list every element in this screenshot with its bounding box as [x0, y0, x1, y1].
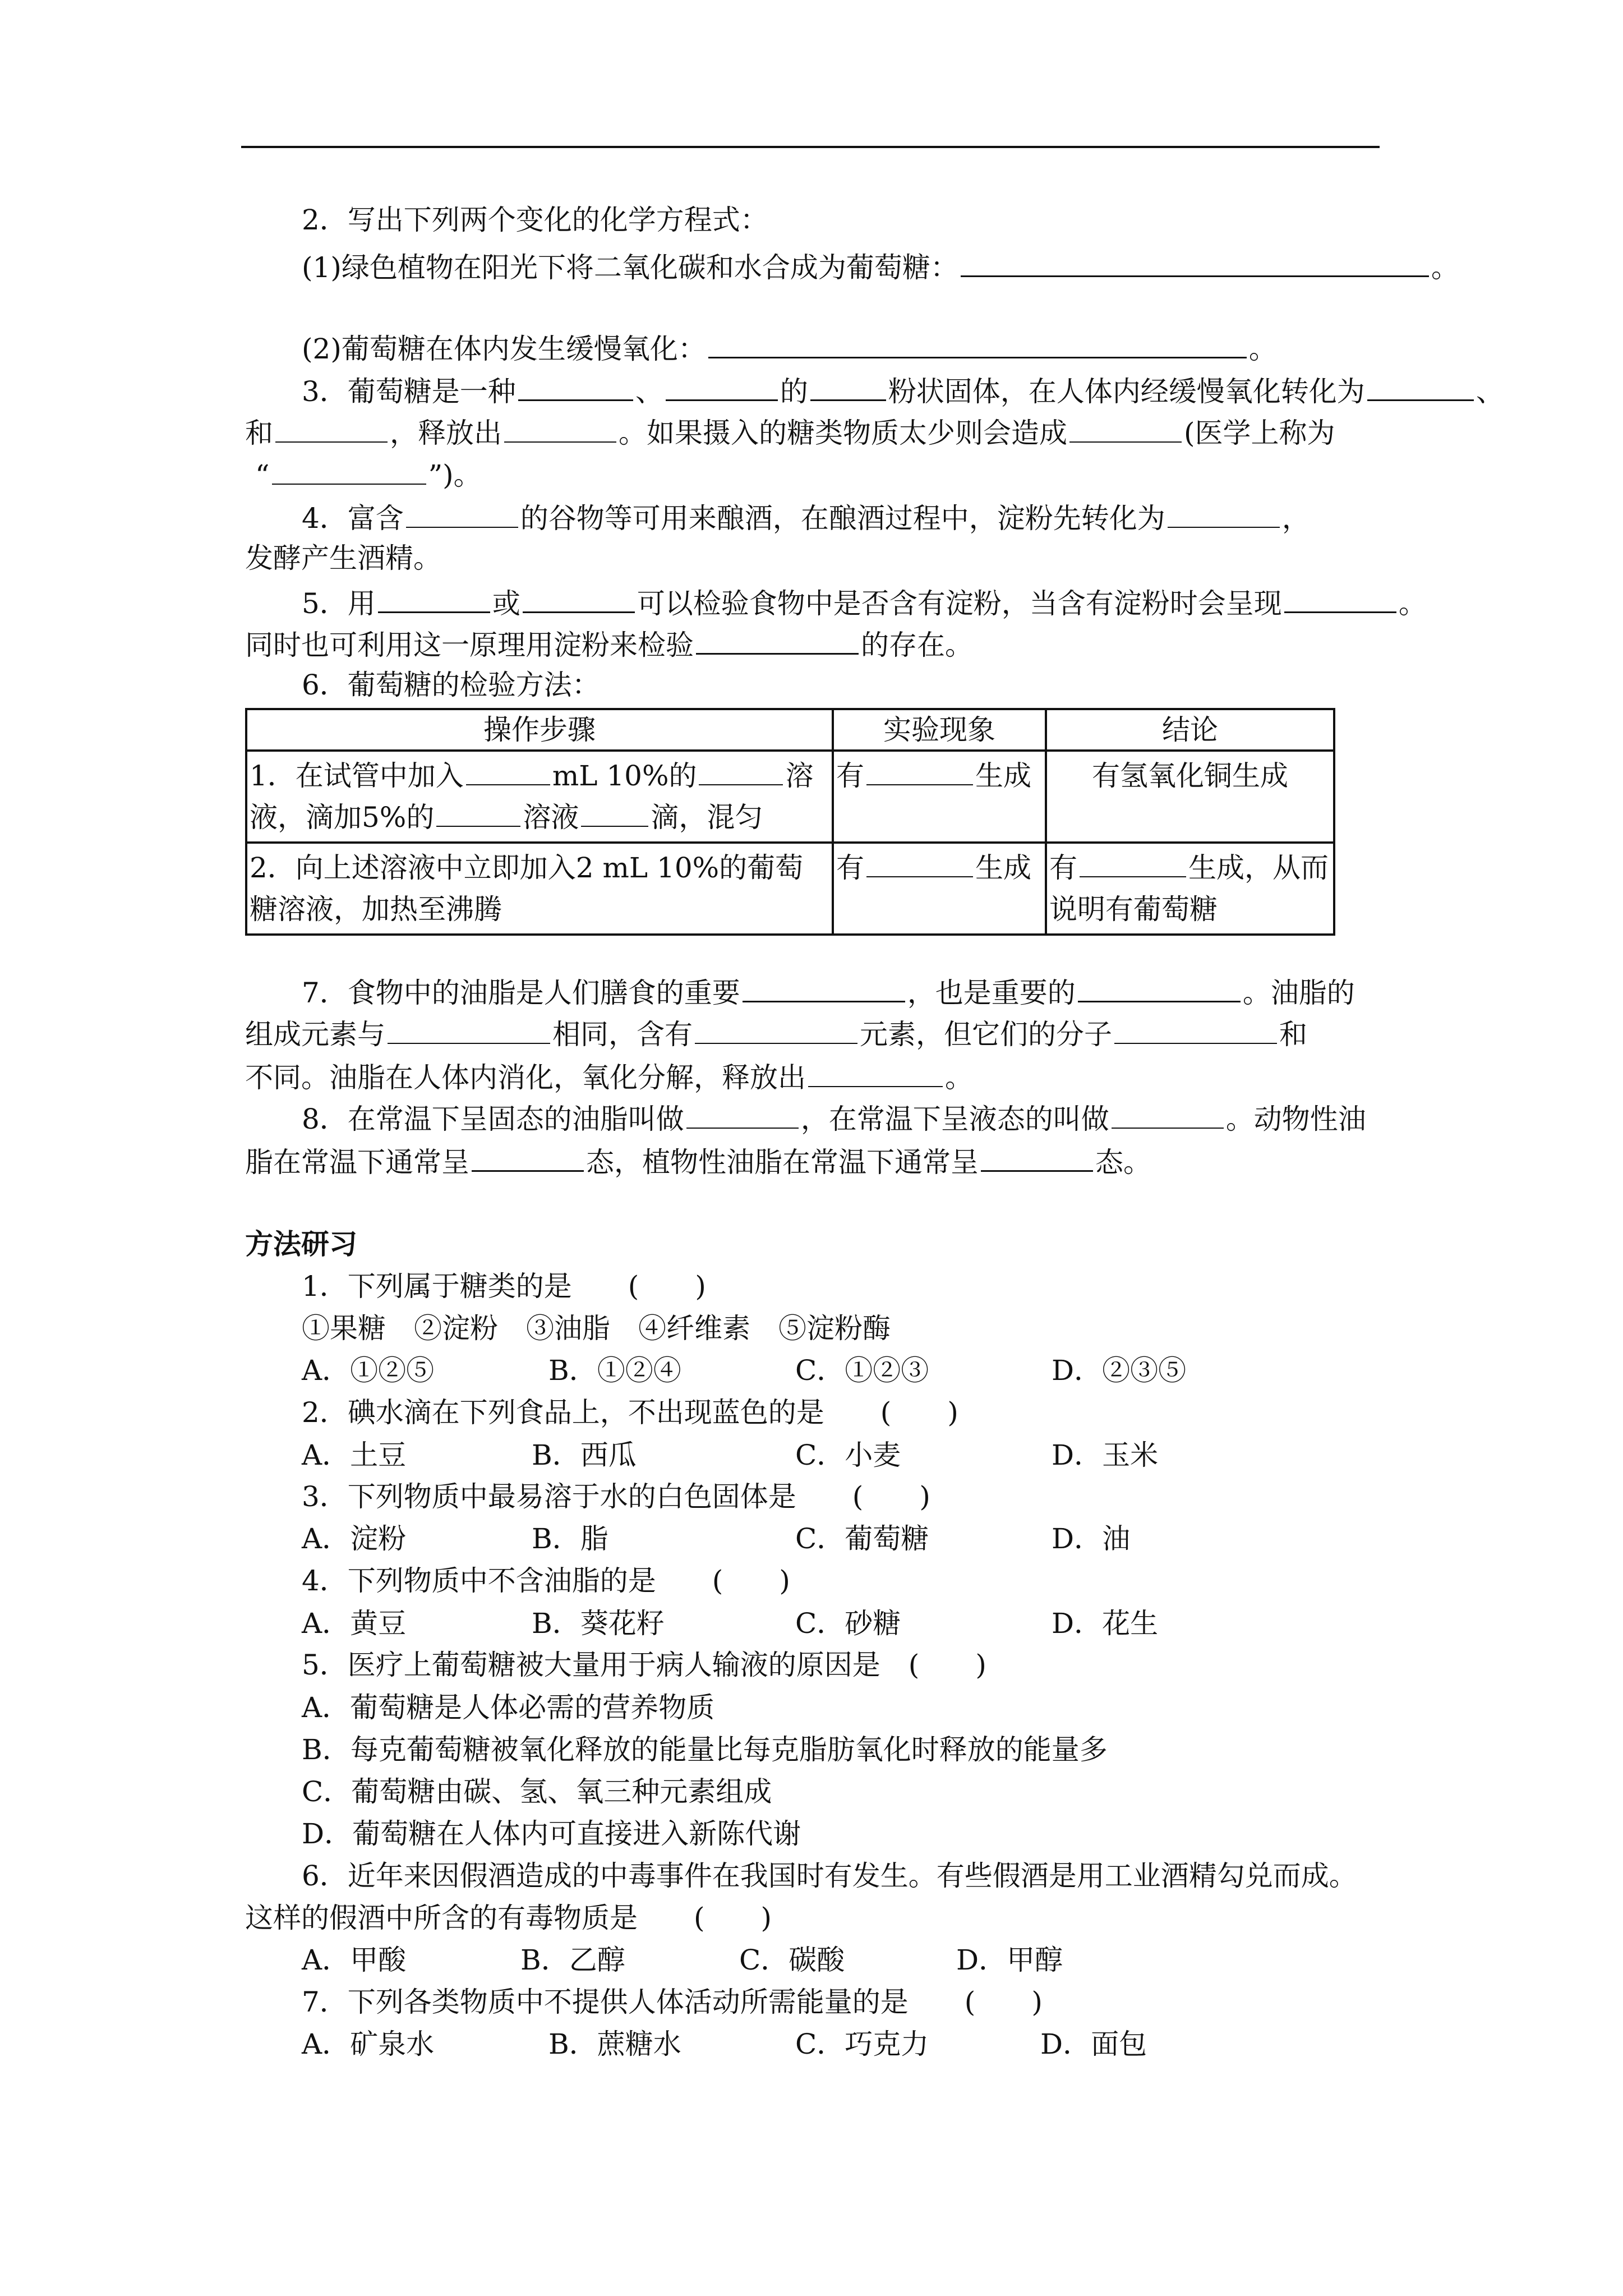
q7-line3: 不同。油脂在人体内消化，氧化分解，释放出 。: [245, 1061, 973, 1094]
q2-sub1: (1)绿色植物在阳光下将二氧化碳和水合成为葡萄糖： 。: [302, 251, 1459, 284]
q3-line2: 和 ，释放出 。如果摄入的糖类物质太少则会造成 (医学上称为: [245, 417, 1335, 449]
m1-option-b[interactable]: B．①②④: [548, 1354, 681, 1387]
answer-blank[interactable]: [275, 417, 388, 443]
q3-line1: 3．葡萄糖是一种 、 的 粉状固体，在人体内经缓慢氧化转化为 、: [302, 375, 1504, 408]
m1-items: ①果糖 ②淀粉 ③油脂 ④纤维素 ⑤淀粉酶: [302, 1312, 891, 1345]
section-heading: 方法研习: [245, 1228, 357, 1260]
m7-option-c[interactable]: C．巧克力: [795, 2028, 929, 2060]
glucose-test-table: [245, 708, 1335, 936]
m4-option-d[interactable]: D．花生: [1052, 1607, 1159, 1640]
answer-blank[interactable]: [388, 1018, 550, 1044]
answer-blank[interactable]: [1112, 1103, 1224, 1129]
m6-option-a[interactable]: A．甲酸: [302, 1944, 407, 1976]
answer-blank[interactable]: [436, 801, 520, 827]
row2-phenomenon: 有 生成: [833, 843, 1046, 935]
answer-blank[interactable]: [1078, 976, 1241, 1002]
answer-blank[interactable]: [699, 760, 783, 785]
answer-blank[interactable]: [523, 587, 635, 613]
m6-option-c[interactable]: C．碳酸: [739, 1944, 845, 1976]
m6-stem-line2: 这样的假酒中所含的有毒物质是 ( ): [245, 1902, 772, 1934]
answer-blank[interactable]: [686, 1103, 799, 1129]
q7-line2: 组成元素与 相同，含有 元素，但它们的分子 和: [245, 1018, 1307, 1051]
answer-blank[interactable]: [581, 801, 648, 827]
row2-step: 2．向上述溶液中立即加入2 mL 10%的葡萄糖溶液，加热至沸腾: [246, 843, 833, 935]
row2-conclusion: 有 生成，从而说明有葡萄糖: [1046, 843, 1334, 935]
answer-blank[interactable]: [696, 628, 859, 655]
answer-blank[interactable]: [866, 852, 973, 877]
header-phenomenon: 实验现象: [833, 709, 1046, 751]
m3-option-a[interactable]: A．淀粉: [302, 1522, 407, 1555]
m1-option-a[interactable]: A．①②⑤: [302, 1354, 435, 1387]
m2-option-c[interactable]: C．小麦: [795, 1439, 901, 1471]
m7-option-d[interactable]: D．面包: [1040, 2028, 1147, 2060]
m4-option-a[interactable]: A．黄豆: [302, 1607, 407, 1640]
answer-blank[interactable]: [981, 1145, 1093, 1172]
m7-option-b[interactable]: B．蔗糖水: [548, 2028, 681, 2060]
m5-option-b[interactable]: B．每克葡萄糖被氧化释放的能量比每克脂肪氧化时释放的能量多: [302, 1733, 1108, 1766]
m1-stem: 1．下列属于糖类的是 ( ): [302, 1270, 706, 1303]
row1-phenomenon: 有 生成: [833, 751, 1046, 843]
answer-blank[interactable]: [472, 1145, 584, 1172]
q8-line1: 8．在常温下呈固态的油脂叫做 ，在常温下呈液态的叫做 。动物性油: [302, 1103, 1366, 1135]
answer-blank[interactable]: [406, 502, 518, 528]
q4-line2: 发酵产生酒精。: [245, 542, 441, 574]
q5-line1: 5．用 或 可以检验食物中是否含有淀粉，当含有淀粉时会呈现 。: [302, 587, 1427, 620]
m6-option-b[interactable]: B．乙醇: [520, 1944, 625, 1976]
m2-stem: 2．碘水滴在下列食品上，不出现蓝色的是 ( ): [302, 1396, 958, 1429]
m3-option-b[interactable]: B．脂: [532, 1522, 608, 1555]
answer-blank[interactable]: [1367, 375, 1474, 401]
answer-blank[interactable]: [272, 459, 426, 485]
m5-option-d[interactable]: D．葡萄糖在人体内可直接进入新陈代谢: [302, 1818, 801, 1850]
q7-line1: 7．食物中的油脂是人们膳食的重要 ，也是重要的 。油脂的: [302, 977, 1355, 1009]
q8-line2: 脂在常温下通常呈 态，植物性油脂在常温下通常呈 态。: [245, 1146, 1151, 1179]
answer-blank[interactable]: [810, 375, 886, 401]
answer-blank[interactable]: [808, 1061, 943, 1087]
m4-option-c[interactable]: C．砂糖: [795, 1607, 901, 1640]
answer-blank[interactable]: [666, 375, 778, 401]
q2-title: 2．写出下列两个变化的化学方程式：: [302, 204, 768, 236]
header-steps: 操作步骤: [246, 709, 833, 751]
m2-option-a[interactable]: A．土豆: [302, 1439, 407, 1471]
answer-blank[interactable]: [504, 417, 616, 443]
m4-stem: 4．下列物质中不含油脂的是 ( ): [302, 1565, 790, 1597]
q2-sub2: (2)葡萄糖在体内发生缓慢氧化： 。: [302, 333, 1277, 365]
q5-line2: 同时也可利用这一原理用淀粉来检验 的存在。: [245, 629, 973, 661]
m5-option-c[interactable]: C．葡萄糖由碳、氢、氧三种元素组成: [302, 1775, 772, 1808]
answer-blank[interactable]: [961, 251, 1429, 277]
row1-conclusion: 有氢氧化铜生成: [1046, 751, 1334, 843]
table-row: [246, 751, 1334, 843]
m7-option-a[interactable]: A．矿泉水: [302, 2028, 435, 2060]
header-rule: [241, 146, 1380, 148]
m1-option-d[interactable]: D．②③⑤: [1052, 1354, 1187, 1387]
table-header-row: [246, 709, 1334, 751]
answer-blank[interactable]: [518, 375, 633, 401]
m1-option-c[interactable]: C．①②③: [795, 1354, 929, 1387]
m7-stem: 7．下列各类物质中不提供人体活动所需能量的是 ( ): [302, 1986, 1043, 2018]
answer-blank[interactable]: [1069, 417, 1182, 443]
answer-blank[interactable]: [1168, 502, 1280, 528]
answer-blank[interactable]: [1080, 852, 1186, 877]
m3-option-c[interactable]: C．葡萄糖: [795, 1522, 929, 1555]
answer-blank[interactable]: [743, 976, 905, 1002]
q6-title: 6．葡萄糖的检验方法：: [302, 669, 600, 701]
m4-option-b[interactable]: B．葵花籽: [532, 1607, 665, 1640]
table-row: [246, 843, 1334, 935]
m2-option-b[interactable]: B．西瓜: [532, 1439, 637, 1471]
m6-option-d[interactable]: D．甲醇: [956, 1944, 1063, 1976]
m3-option-d[interactable]: D．油: [1052, 1522, 1131, 1555]
answer-blank[interactable]: [708, 332, 1247, 358]
m2-option-d[interactable]: D．玉米: [1052, 1439, 1159, 1471]
answer-blank[interactable]: [1114, 1018, 1277, 1044]
q4-line1: 4．富含 的谷物等可用来酿酒，在酿酒过程中，淀粉先转化为 ，: [302, 502, 1310, 535]
m5-option-a[interactable]: A．葡萄糖是人体必需的营养物质: [302, 1691, 715, 1724]
answer-blank[interactable]: [695, 1018, 857, 1044]
q3-line3: “ ”)。: [255, 459, 482, 491]
answer-blank[interactable]: [1284, 587, 1396, 613]
answer-blank[interactable]: [378, 587, 490, 613]
m6-stem-line1: 6．近年来因假酒造成的中毒事件在我国时有发生。有些假酒是用工业酒精勾兑而成。: [302, 1860, 1357, 1892]
m5-stem: 5．医疗上葡萄糖被大量用于病人输液的原因是 ( ): [302, 1649, 986, 1681]
answer-blank[interactable]: [466, 760, 550, 785]
header-conclusion: 结论: [1046, 709, 1334, 751]
answer-blank[interactable]: [866, 760, 973, 785]
m3-stem: 3．下列物质中最易溶于水的白色固体是 ( ): [302, 1480, 930, 1513]
row1-step: 1．在试管中加入 mL 10%的 溶液，滴加5%的 溶液 滴，混匀: [246, 751, 833, 843]
